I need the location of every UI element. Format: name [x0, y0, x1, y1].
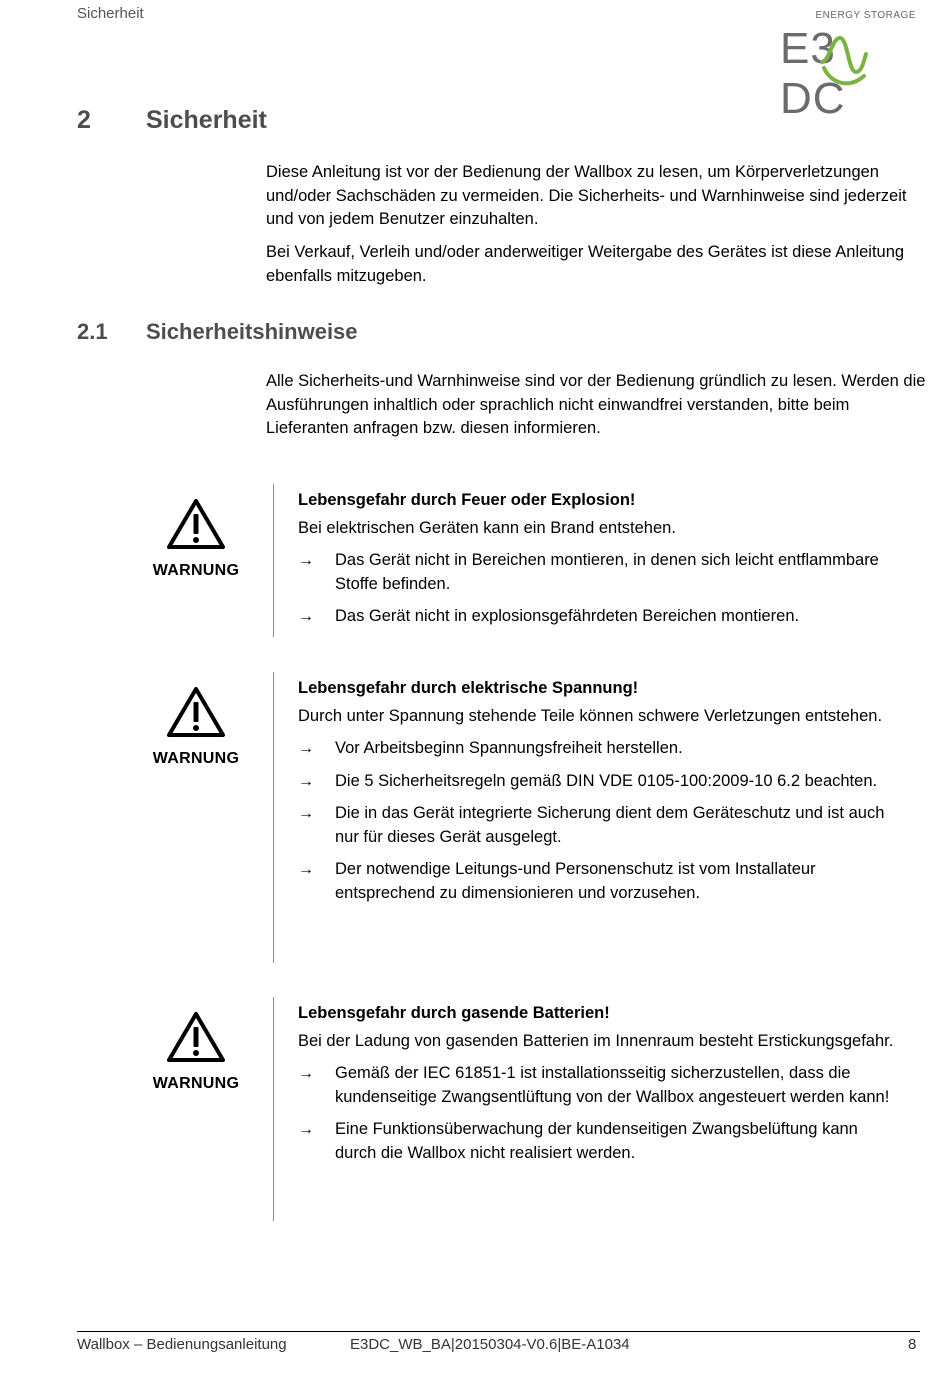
warning-triangle-icon [166, 1011, 226, 1063]
warning-content [298, 672, 898, 914]
arrow-right-icon: → [298, 1121, 314, 1138]
warning-triangle-icon [166, 686, 226, 738]
page-number: 8 [908, 1336, 917, 1353]
logo-mark-left: E3 [780, 24, 836, 73]
chapter-title: Sicherheit [146, 106, 267, 134]
arrow-right-icon: → [298, 608, 314, 625]
footer-rule [77, 1331, 920, 1332]
logo-tagline: ENERGY STORAGE [815, 10, 916, 21]
warning-divider [273, 484, 274, 637]
section-paragraph: Alle Sicherheits-und Warnhinweise sind vor der Bedienung gründlich zu lesen. Werden die Ausführungen inhaltlich oder sprachlich nicht einwandfrei verstanden, bitte beim Lieferanten anfragen bzw. diesen informieren. [266, 372, 926, 437]
warning-divider [273, 997, 274, 1221]
warning-item: → Das Gerät nicht in explosionsgefährdeten Bereichen montieren. [298, 605, 898, 629]
warning-content [298, 484, 898, 638]
warning-signal-word: WARNUNG [152, 1075, 240, 1092]
footer-document-title: Wallbox – Bedienungsanleitung [77, 1336, 287, 1353]
section-title: Sicherheitshinweise [146, 319, 358, 344]
warning-signal-word: WARNUNG [152, 562, 240, 579]
warning-description: Bei elektrischen Geräten kann ein Brand entstehen. [298, 518, 676, 537]
warning-divider [273, 672, 274, 963]
warning-item: → Das Gerät nicht in Bereichen montieren, in denen sich leicht entflammbare Stoffe befinden. [298, 551, 879, 593]
warning-item: → Vor Arbeitsbeginn Spannungsfreiheit herstellen. [298, 737, 898, 761]
arrow-right-icon: → [298, 1065, 314, 1082]
e3dc-logo [780, 8, 920, 123]
intro-paragraph-1: Diese Anleitung ist vor der Bedienung der Wallbox zu lesen, um Körperverletzungen und/oder Sachschäden zu vermeiden. Die Sicherheits- und Warnhinweise sind jederzeit und von jedem Benutzer einzuhalten. [266, 163, 907, 228]
chapter-heading [77, 106, 267, 135]
warning-title: Lebensgefahr durch elektrische Spannung! [298, 679, 639, 697]
arrow-right-icon: → [298, 861, 314, 878]
logo-mark-right: DC [780, 74, 846, 123]
chapter-number: 2 [77, 106, 91, 134]
warning-item: → Eine Funktionsüberwachung der kundenseitigen Zwangsbelüftung kann durch die Wallbox nicht realisiert werden. [298, 1120, 858, 1162]
warning-triangle-icon [166, 498, 226, 550]
footer-document-id: E3DC_WB_BA|20150304-V0.6|BE-A1034 [350, 1336, 630, 1353]
warning-content [298, 997, 898, 1174]
arrow-right-icon: → [298, 805, 314, 822]
warning-item: → Der notwendige Leitungs-und Personenschutz ist vom Installateur entsprechend zu dimensionieren und vorzusehen. [298, 860, 816, 902]
intro-paragraph-2: Bei Verkauf, Verleih und/oder anderweitiger Weitergabe des Gerätes ist diese Anleitung ebenfalls mitzugeben. [266, 243, 905, 285]
section-number: 2.1 [77, 319, 108, 344]
warning-label [148, 498, 244, 580]
arrow-right-icon: → [298, 552, 314, 569]
arrow-right-icon: → [298, 740, 314, 757]
warning-title: Lebensgefahr durch Feuer oder Explosion! [298, 491, 636, 509]
arrow-right-icon: → [298, 772, 314, 790]
warning-signal-word: WARNUNG [152, 750, 240, 767]
warning-label [148, 1011, 244, 1093]
section-heading [77, 319, 358, 345]
warning-item: → Die in das Gerät integrierte Sicherung dient dem Geräteschutz und ist auch nur für dieses Gerät ausgelegt. [298, 804, 885, 846]
warning-label [148, 686, 244, 768]
warning-item: → Die 5 Sicherheitsregeln gemäß DIN VDE 0105-100:2009-10 6.2 beachten. [298, 770, 898, 794]
running-header: Sicherheit [77, 5, 144, 22]
warning-description: Durch unter Spannung stehende Teile können schwere Verletzungen entstehen. [298, 706, 883, 725]
warning-title: Lebensgefahr durch gasende Batterien! [298, 1004, 610, 1022]
warning-item: → Gemäß der IEC 61851-1 ist installationsseitig sicherzustellen, dass die kundenseitige Zwangsentlüftung von der Wallbox angesteuert werden kann! [298, 1064, 890, 1106]
warning-description: Bei der Ladung von gasenden Batterien im Innenraum besteht Erstickungsgefahr. [298, 1031, 894, 1050]
logo-wave-icon [818, 24, 870, 90]
